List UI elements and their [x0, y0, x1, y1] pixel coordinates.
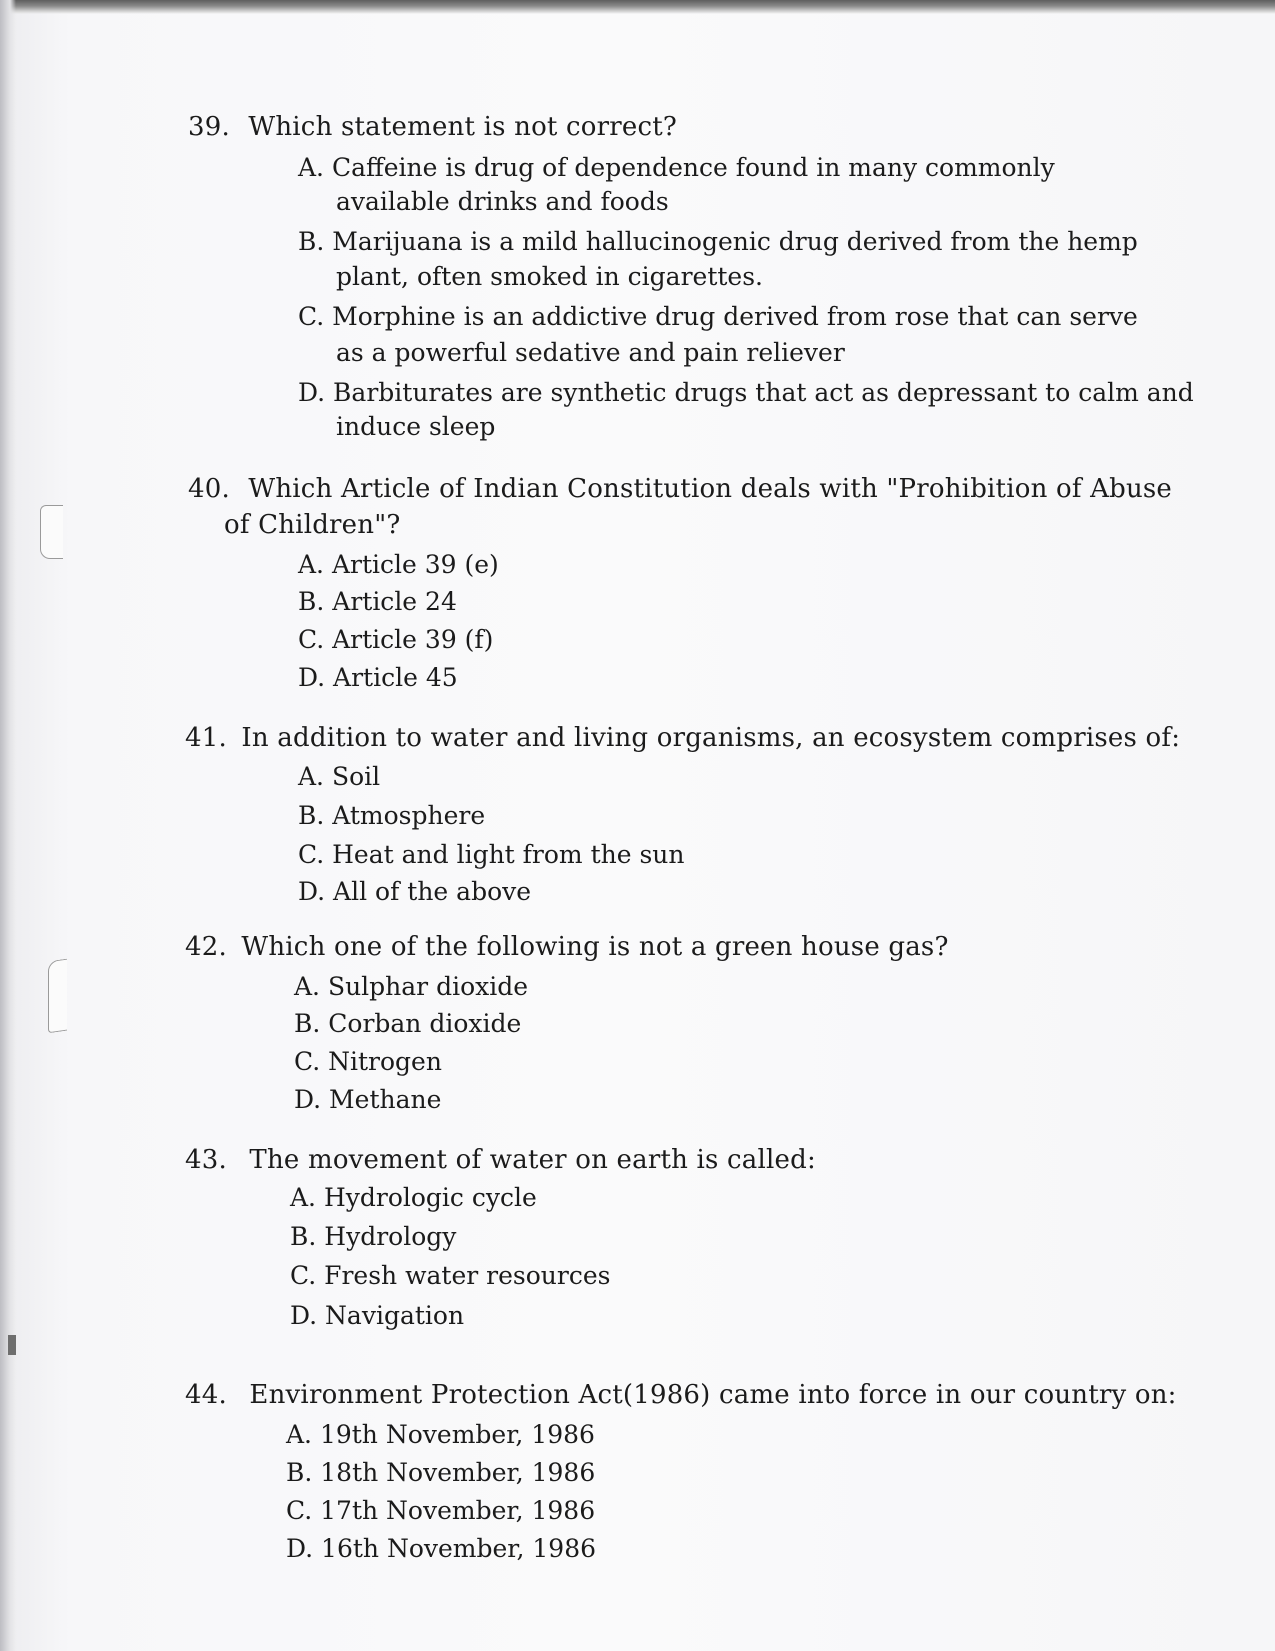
option-39-b: B. Marijuana is a mild hallucinogenic drug derived from the hemp: [298, 227, 1138, 256]
option-43-d: D. Navigation: [290, 1301, 465, 1330]
option-42-b: B. Corban dioxide: [294, 1009, 522, 1038]
question-39: [188, 110, 677, 144]
option-41-c: C. Heat and light from the sun: [298, 840, 685, 869]
option-44-d: D. 16th November, 1986: [286, 1534, 597, 1563]
question-text: Which statement is not correct?: [248, 112, 678, 142]
option-43-c: C. Fresh water resources: [290, 1261, 611, 1290]
option-40-d: D. Article 45: [298, 663, 458, 692]
option-39-c-cont: as a powerful sedative and pain reliever: [336, 338, 845, 367]
option-40-a: A. Article 39 (e): [298, 550, 499, 579]
option-42-a: A. Sulphar dioxide: [294, 972, 529, 1001]
question-40-cont: of Children"?: [224, 510, 401, 540]
scan-top-edge: [0, 0, 1275, 14]
option-44-b: B. 18th November, 1986: [286, 1458, 596, 1487]
question-text: Environment Protection Act(1986) came into force in our country on:: [249, 1380, 1177, 1410]
question-text: Which Article of Indian Constitution deals with "Prohibition of Abuse: [248, 474, 1173, 504]
option-39-a-cont: available drinks and foods: [336, 187, 669, 216]
option-43-a: A. Hydrologic cycle: [290, 1183, 537, 1212]
question-number: 41.: [185, 723, 227, 753]
option-43-b: B. Hydrology: [290, 1222, 457, 1251]
option-39-b-cont: plant, often smoked in cigarettes.: [336, 262, 763, 291]
question-43: [185, 1143, 816, 1177]
binding-mark: [8, 1335, 16, 1355]
question-number: 39.: [188, 112, 230, 142]
question-number: 44.: [185, 1380, 227, 1410]
question-44: [185, 1378, 1177, 1412]
paper-tear-mark: [48, 959, 67, 1034]
question-text: In addition to water and living organisms, an ecosystem comprises of:: [241, 723, 1181, 753]
option-44-a: A. 19th November, 1986: [286, 1420, 595, 1449]
paper-tear-mark: [40, 505, 63, 559]
option-39-d-cont: induce sleep: [336, 412, 496, 441]
question-text: The movement of water on earth is called:: [249, 1145, 816, 1175]
option-41-d: D. All of the above: [298, 877, 532, 906]
question-41: [185, 721, 1180, 755]
option-42-d: D. Methane: [294, 1085, 442, 1114]
option-40-c: C. Article 39 (f): [298, 625, 494, 654]
option-39-d: D. Barbiturates are synthetic drugs that act as depressant to calm and: [298, 378, 1194, 407]
scan-left-edge: [0, 0, 16, 1651]
option-42-c: C. Nitrogen: [294, 1047, 442, 1076]
option-41-a: A. Soil: [298, 762, 381, 791]
question-40: [188, 472, 1172, 506]
question-number: 42.: [185, 932, 227, 962]
option-41-b: B. Atmosphere: [298, 801, 486, 830]
question-text: Which one of the following is not a green house gas?: [241, 932, 949, 962]
question-number: 40.: [188, 474, 230, 504]
question-42: [185, 930, 949, 964]
option-44-c: C. 17th November, 1986: [286, 1496, 596, 1525]
option-40-b: B. Article 24: [298, 587, 457, 616]
option-39-a: A. Caffeine is drug of dependence found in many commonly: [298, 153, 1055, 182]
question-number: 43.: [185, 1145, 227, 1175]
option-39-c: C. Morphine is an addictive drug derived from rose that can serve: [298, 302, 1138, 331]
